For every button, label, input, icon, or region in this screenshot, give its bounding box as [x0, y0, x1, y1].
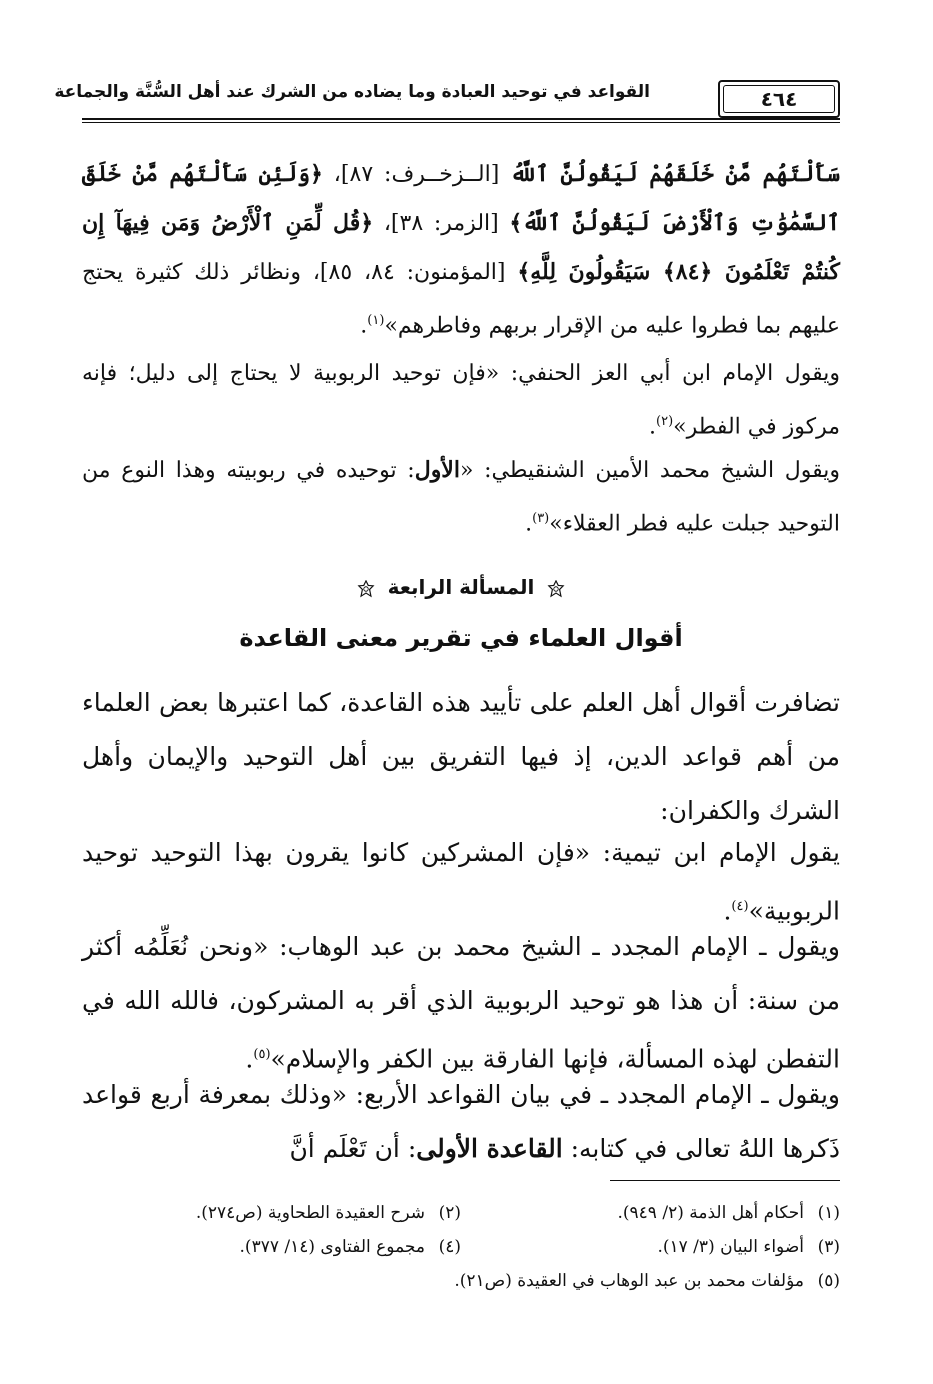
- page-number-box: [718, 80, 840, 118]
- footnote-2: [82, 1196, 461, 1230]
- footnote-ref-4: (٤): [731, 899, 749, 914]
- issue-heading-text: المسألة الرابعة: [387, 575, 535, 599]
- footnote-ref-2: (٢): [656, 414, 674, 429]
- footnote-number: (٢): [438, 1203, 461, 1223]
- header-rule-thin: [82, 122, 840, 123]
- issue-heading: [82, 575, 840, 599]
- header-rule: [82, 118, 840, 120]
- period: .: [360, 313, 368, 339]
- footnote-text: أحكام أهل الذمة (٢/ ٩٤٩).: [617, 1203, 804, 1223]
- period: .: [649, 414, 657, 440]
- paragraph-7: [82, 1068, 840, 1176]
- verse-ref-2: [الزمر: ٣٨]،: [373, 211, 510, 236]
- paragraph-2: [82, 350, 840, 451]
- footnote-ref-5: (٥): [253, 1047, 271, 1062]
- footnote-text: أضواء البيان (٣/ ١٧).: [657, 1237, 804, 1257]
- paragraph-6-text: ويقول ـ الإمام المجدد ـ الشيخ محمد بن عبد الوهاب: «ونحن نُعَلِّمُه أكثر من سنة: أن هذا هو توحيد الربوبية الذي أقر به المشركون، فالله الله في التفطن لهذه المسألة، فإنها الفارقة بين الكفر والإسلام»: [82, 932, 840, 1074]
- quran-verse-3: ﴿قُل لِّمَنِ ٱلْأَرْضُ وَمَن فِيهَآ إِن كُنتُمْ تَعْلَمُونَ ﴿٨٤﴾ سَيَقُولُونَ لِلَّهِ﴾: [82, 210, 841, 285]
- footnote-ref-3: (٣): [532, 511, 550, 526]
- page-header: [54, 80, 840, 130]
- paragraph-6: [82, 920, 840, 1086]
- ornament-star-icon: [357, 580, 375, 598]
- footnote-number: (٥): [817, 1271, 840, 1291]
- paragraph-2-text: ويقول الإمام ابن أبي العز الحنفي: «فإن توحيد الربوبية لا يحتاج إلى دليل؛ فإنه مركوز في الفطر»: [82, 361, 840, 440]
- footnote-3: [461, 1230, 840, 1264]
- paragraph-4-text: تضافرت أقوال أهل العلم على تأييد هذه القاعدة، كما اعتبرها بعض العلماء من أهم قواعد الدين، إذ فيها التفريق بين أهل التوحيد والإيمان وأهل الشرك والكفران:: [82, 688, 840, 825]
- footnotes: [82, 1196, 840, 1298]
- paragraph-4: [82, 676, 840, 838]
- bold-term-first-rule: القاعدة الأولى: [416, 1134, 563, 1163]
- footnote-number: (٤): [438, 1237, 461, 1257]
- paragraph-7-text: ويقول ـ الإمام المجدد ـ في بيان القواعد الأربع: «وذلك بمعرفة أربع قواعد ذَكرها اللهُ تعالى في كتابه:: [82, 1080, 840, 1163]
- footnote-text: شرح العقيدة الطحاوية (ص٢٧٤).: [195, 1203, 425, 1223]
- paragraph-1-text: [المؤمنون: ٨٤، ٨٥]، ونظائر ذلك كثيرة يحتج عليهم بما فطروا عليه من الإقرار بربهم وفاطرهم»: [82, 260, 840, 339]
- paragraph-7-continuation: : أن تَعْلَم أنَّ: [289, 1134, 417, 1163]
- footnote-1: [461, 1196, 840, 1230]
- footnote-4: [82, 1230, 461, 1264]
- period: .: [245, 1044, 254, 1074]
- running-header-title: القواعد في توحيد العبادة وما يضاده من الشرك عند أهل السُّنَّة والجماعة: [54, 82, 650, 102]
- quran-verse-2: ﴿وَلَئِن سَأَلْتَهُم مَّنْ خَلَقَ ٱلسَّمَٰوَٰتِ وَٱلْأَرْضَ لَيَقُولُنَّ ٱللَّهُ﴾: [82, 161, 840, 236]
- paragraph-3-text: : توحيده في ربوبيته وهذا النوع من التوحيد جبلت عليه فطر العقلاء»: [82, 458, 840, 537]
- period: .: [525, 511, 533, 537]
- verse-ref-1: [الــزخــرف: ٨٧]،: [322, 162, 511, 187]
- section-title: أقوال العلماء في تقرير معنى القاعدة: [239, 624, 683, 652]
- paragraph-1: [82, 150, 840, 350]
- paragraph-3: [82, 446, 840, 548]
- page-number: ٤٦٤: [760, 87, 798, 111]
- quran-verse-1: سَأَلْتَهُم مَّنْ خَلَقَهُمْ لَيَقُولُنَّ ٱللَّهُ: [510, 161, 841, 187]
- bold-term-first: الأول: [414, 457, 460, 483]
- footnote-number: (٣): [817, 1237, 840, 1257]
- ornament-star-icon: [547, 580, 565, 598]
- footnote-5: [82, 1264, 840, 1298]
- footnote-text: مجموع الفتاوى (١٤/ ٣٧٧).: [239, 1237, 425, 1257]
- period: .: [723, 896, 732, 926]
- footnote-ref-1: (١): [367, 313, 385, 328]
- footnote-text: مؤلفات محمد بن عبد الوهاب في العقيدة (ص٢١).: [454, 1271, 804, 1291]
- paragraph-3-lead: ويقول الشيخ محمد الأمين الشنقيطي: «: [459, 458, 840, 483]
- footnote-separator: [610, 1180, 840, 1181]
- footnote-number: (١): [817, 1203, 840, 1223]
- paragraph-5-text: يقول الإمام ابن تيمية: «فإن المشركين كانوا يقرون بهذا التوحيد توحيد الربوبية»: [82, 838, 840, 926]
